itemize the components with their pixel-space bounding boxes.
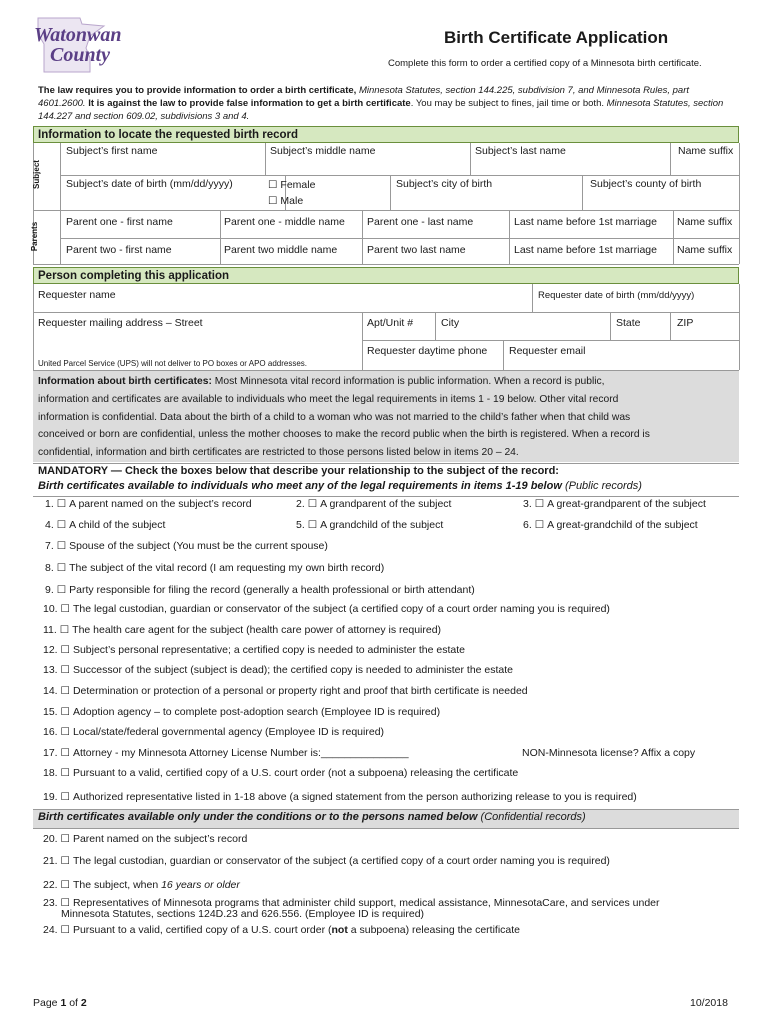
grid-line: [673, 210, 674, 264]
item-number: 3.: [523, 498, 532, 510]
item-3[interactable]: [523, 498, 706, 510]
item-23-continued: Minnesota Statutes, sections 124D.23 and 626.556. (Employee ID is required): [61, 908, 425, 920]
page-of: of: [66, 997, 81, 1009]
item-number: 22.: [43, 879, 58, 891]
parent2-before-field[interactable]: Last name before 1st marriage: [514, 244, 657, 256]
grid-line: [390, 175, 391, 210]
requester-phone-field[interactable]: Requester daytime phone: [367, 345, 488, 357]
item-label: ☐ A great-grandparent of the subject: [535, 498, 706, 510]
item-2[interactable]: [296, 498, 451, 510]
confidential-header: [38, 811, 586, 823]
item-11[interactable]: [43, 624, 441, 636]
item-label: ☐ Local/state/federal governmental agency (Employee ID is required): [61, 726, 385, 738]
grid-line: [33, 312, 739, 313]
law-text-4: It is against the law to provide false information to get a birth certificate: [88, 98, 411, 109]
parent1-first-field[interactable]: Parent one - first name: [66, 216, 173, 228]
item-label: ☐ Successor of the subject (subject is dead); the certified copy is needed to administer the estate: [61, 664, 514, 676]
ups-note: United Parcel Service (UPS) will not deliver to PO boxes or APO addresses.: [38, 359, 307, 368]
public-records-header: [38, 480, 642, 492]
item-number: 11.: [43, 624, 57, 636]
item-number: 13.: [43, 664, 58, 676]
info-lead: Information about birth certificates:: [38, 376, 212, 387]
grid-line: [582, 175, 583, 210]
requester-email-field[interactable]: Requester email: [509, 345, 586, 357]
logo-line2: County: [50, 44, 111, 66]
grid-line: [362, 340, 739, 341]
item-number: 6.: [523, 519, 532, 531]
law-text-6: Minnesota Statutes, section 144.227 and section 609.02, subdivisions 3 and 4.: [38, 98, 724, 122]
requester-dob-field[interactable]: Requester date of birth (mm/dd/yyyy): [538, 290, 695, 301]
item-number: 1.: [45, 498, 54, 510]
info-line-2: information and certificates are available to individuals who meet the legal requirements in items 1 - 19 below. Other vital record: [38, 393, 619, 405]
item-label: ☐ The subject, when: [61, 879, 159, 891]
subject-last-name-field[interactable]: Subject’s last name: [475, 145, 566, 157]
law-text-1: The law requires you to provide information to order a birth certificate,: [38, 85, 357, 96]
page-number: [33, 997, 87, 1009]
item-label: ☐ The subject of the vital record (I am requesting my own birth record): [57, 562, 385, 574]
requester-name-field[interactable]: Requester name: [38, 289, 116, 301]
item-10[interactable]: [43, 603, 610, 615]
grid-line: [503, 340, 504, 370]
grid-line: [265, 143, 266, 175]
item-7[interactable]: [45, 540, 328, 552]
item-18[interactable]: [43, 767, 518, 779]
item-label: ☐ A child of the subject: [57, 519, 166, 531]
item-label: ☐ Spouse of the subject (You must be the current spouse): [57, 540, 328, 552]
item-number: 8.: [45, 562, 54, 574]
item-label: ☐ Determination or protection of a personal or property right and proof that birth certificate is needed: [61, 685, 528, 697]
grid-line: [60, 175, 739, 176]
item-number: 24.: [43, 924, 58, 936]
non-mn-license-note: NON-Minnesota license? Affix a copy: [522, 747, 696, 759]
item-number: 10.: [43, 603, 58, 615]
grid-line: [435, 312, 436, 340]
item-label: ☐ Adoption agency – to complete post-adoption search (Employee ID is required): [61, 706, 441, 718]
county-logo: [30, 14, 125, 74]
item-22[interactable]: [43, 879, 240, 891]
item-6[interactable]: [523, 519, 698, 531]
grid-line: [509, 210, 510, 264]
item-label: ☐ Pursuant to a valid, certified copy of a U.S. court order (not a subpoena) releasing the certificate: [61, 767, 519, 779]
form-date: 10/2018: [690, 997, 728, 1009]
item-number: 14.: [43, 685, 58, 697]
conf-header-bold: Birth certificates available only under the conditions or to the persons named below: [38, 811, 478, 823]
item-13[interactable]: [43, 664, 513, 676]
item-14[interactable]: [43, 685, 528, 697]
item-label: ☐ Subject’s personal representative; a certified copy is needed to administer the estate: [61, 644, 465, 656]
info-text: [38, 373, 738, 462]
subject-dob-field[interactable]: Subject’s date of birth (mm/dd/yyyy): [66, 178, 233, 190]
public-header-bold: Birth certificates available to individuals who meet any of the legal requirements in items 1-19 below: [38, 480, 562, 492]
item-number: 18.: [43, 767, 58, 779]
grid-line: [60, 143, 61, 264]
item-15[interactable]: [43, 706, 440, 718]
male-checkbox[interactable]: ☐ Male: [268, 195, 303, 207]
parent1-middle-field[interactable]: Parent one - middle name: [224, 216, 345, 228]
parent2-middle-field[interactable]: Parent two middle name: [224, 244, 338, 256]
grid-line: [739, 143, 740, 264]
parent1-suffix-field[interactable]: Name suffix: [677, 216, 733, 228]
item-4[interactable]: [45, 519, 165, 531]
grid-line: [610, 312, 611, 340]
parent2-last-field[interactable]: Parent two last name: [367, 244, 466, 256]
grid-line: [739, 284, 740, 370]
grid-line: [33, 264, 739, 265]
item-number: 15.: [43, 706, 58, 718]
parent1-before-field[interactable]: Last name before 1st marriage: [514, 216, 657, 228]
item-label-ital: 16 years or older: [161, 879, 240, 891]
grid-line: [220, 210, 221, 264]
item-number: 2.: [296, 498, 305, 510]
item-21[interactable]: [43, 855, 610, 867]
parents-side-label: Parents: [30, 221, 40, 252]
item-label: ☐ The health care agent for the subject (health care power of attorney is required): [60, 624, 441, 636]
info-line-5: confidential, information and birth certificates are restricted to those persons listed below in items 20 – 24.: [38, 447, 519, 459]
item-number: 17.: [43, 747, 58, 759]
item-16[interactable]: [43, 726, 384, 738]
item-label: ☐ A grandchild of the subject: [308, 519, 444, 531]
subject-county-field[interactable]: Subject’s county of birth: [590, 178, 702, 190]
item-number: 12.: [43, 644, 58, 656]
item-label: ☐ Authorized representative listed in 1-18 above (a signed statement from the person authorizing release to you is required): [61, 791, 637, 803]
law-text-2: Minnesota Statutes, section 144.225, subdivision 7, and Minnesota Rules, part: [358, 85, 690, 96]
section-header-requester: Person completing this application: [33, 267, 739, 284]
item-number: 21.: [43, 855, 58, 867]
grid-line: [362, 210, 363, 264]
item-5[interactable]: [296, 519, 443, 531]
item-number: 9.: [45, 584, 54, 596]
grid-line: [670, 143, 671, 175]
subject-city-field[interactable]: Subject’s city of birth: [396, 178, 493, 190]
grid-line: [532, 284, 533, 312]
grid-line: [33, 210, 739, 211]
item-number: 19.: [43, 791, 58, 803]
grid-line: [470, 143, 471, 175]
item-number: 16.: [43, 726, 58, 738]
item-label: ☐ Parent named on the subject’s record: [61, 833, 248, 845]
mandatory-text: MANDATORY — Check the boxes below that describe your relationship to the subject of the record:: [38, 465, 559, 477]
item-number: 20.: [43, 833, 58, 845]
item-label-bold: not: [331, 924, 348, 936]
requester-state-field[interactable]: State: [616, 317, 641, 329]
female-checkbox[interactable]: ☐ Female: [268, 179, 315, 191]
page-pre: Page: [33, 997, 61, 1009]
requester-apt-field[interactable]: Apt/Unit #: [367, 317, 414, 329]
page-current: 1: [60, 997, 67, 1009]
item-label-rest: a subpoena) releasing the certificate: [347, 924, 521, 936]
grid-line: [362, 312, 363, 370]
item-label: ☐ A great-grandchild of the subject: [535, 519, 698, 531]
info-line-3: information is confidential. Data about the birth of a child to a woman who was not married to the child’s father when that child was: [38, 411, 631, 423]
logo-line1: Watonwan: [34, 24, 122, 46]
item-label: ☐ A parent named on the subject’s record: [57, 498, 252, 510]
item-label: ☐ Pursuant to a valid, certified copy of a U.S. court order (: [61, 924, 332, 936]
requester-zip-field[interactable]: ZIP: [677, 317, 694, 329]
item-17[interactable]: [43, 747, 409, 759]
item-number: 23.: [43, 897, 58, 909]
item-label: ☐ The legal custodian, guardian or conservator of the subject (a certified copy of a court order naming you is required): [61, 855, 610, 867]
grid-line: [60, 238, 739, 239]
item-24[interactable]: [43, 924, 520, 936]
parent2-suffix-field[interactable]: Name suffix: [677, 244, 733, 256]
subject-side-label: Subject: [31, 160, 41, 189]
subject-name-suffix-field[interactable]: Name suffix: [678, 145, 734, 157]
parent1-last-field[interactable]: Parent one - last name: [367, 216, 474, 228]
item-1[interactable]: [45, 498, 252, 510]
item-number: 7.: [45, 540, 54, 552]
public-header-ital: (Public records): [564, 480, 642, 492]
page-title: Birth Certificate Application: [444, 28, 669, 47]
item-20[interactable]: [43, 833, 247, 845]
item-label: ☐ Attorney - my Minnesota Attorney License Number is:_______________: [61, 747, 409, 759]
law-text-3: 4601.2600.: [38, 98, 86, 109]
item-9[interactable]: [45, 584, 475, 596]
item-12[interactable]: [43, 644, 465, 656]
subject-first-name-field[interactable]: Subject’s first name: [66, 145, 158, 157]
parent2-first-field[interactable]: Parent two - first name: [66, 244, 172, 256]
page-total: 2: [80, 997, 87, 1009]
item-number: 4.: [45, 519, 54, 531]
item-19[interactable]: [43, 791, 637, 803]
item-label: ☐ Representatives of Minnesota programs that administer child support, medical assistance, MinnesotaCare, and services under: [61, 897, 660, 909]
requester-street-field[interactable]: Requester mailing address – Street: [38, 317, 203, 329]
conf-header-ital: (Confidential records): [480, 811, 586, 823]
section-header-locate: Information to locate the requested birth record: [33, 126, 739, 143]
law-paragraph: [38, 84, 738, 123]
grid-line: [33, 284, 34, 370]
requester-city-field[interactable]: City: [441, 317, 460, 329]
law-text-5: . You may be subject to fines, jail time or both.: [410, 98, 604, 109]
item-8[interactable]: [45, 562, 384, 574]
page-subtitle: Complete this form to order a certified copy of a Minnesota birth certificate.: [388, 58, 702, 69]
grid-line: [670, 312, 671, 340]
subject-middle-name-field[interactable]: Subject’s middle name: [270, 145, 376, 157]
item-label: ☐ Party responsible for filing the record (generally a health professional or birth attendant): [57, 584, 475, 596]
info-line-4: conceived or born are confidential, unless the mother chooses to make the record public when the birth is registered. When a record is: [38, 429, 650, 441]
info-line-1: Most Minnesota vital record information is public information. When a record is public,: [214, 376, 605, 387]
item-label: ☐ A grandparent of the subject: [308, 498, 452, 510]
item-label: ☐ The legal custodian, guardian or conservator of the subject (a certified copy of a court order naming you is required): [61, 603, 610, 615]
item-number: 5.: [296, 519, 305, 531]
